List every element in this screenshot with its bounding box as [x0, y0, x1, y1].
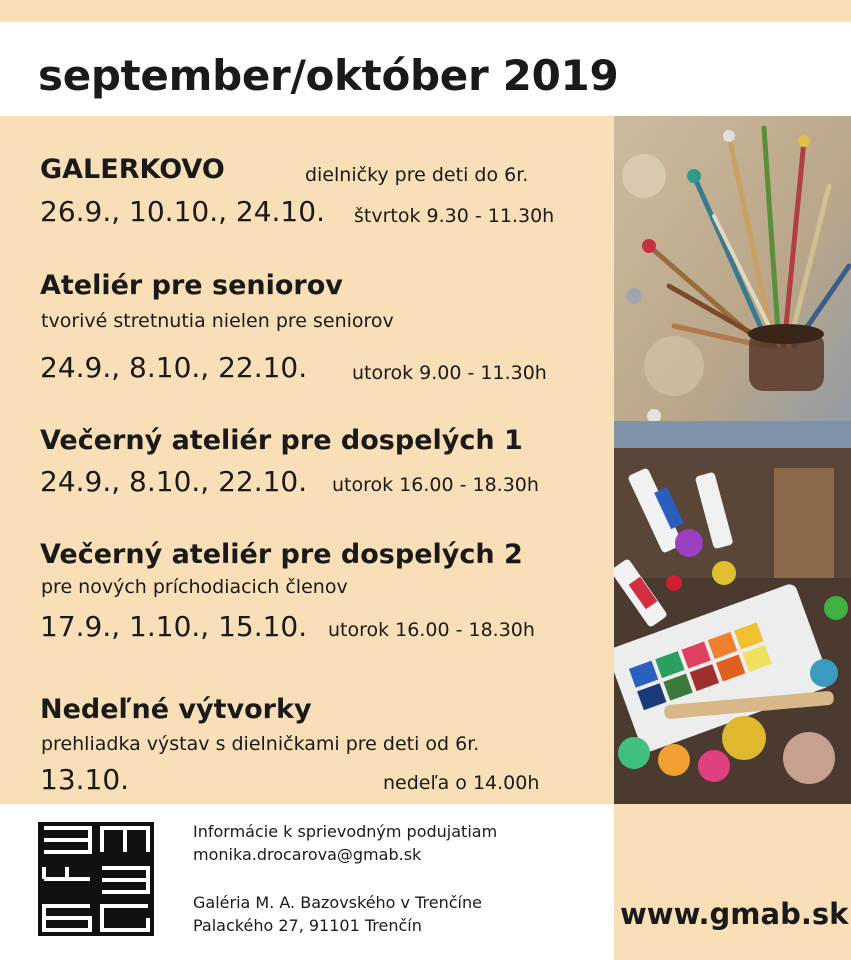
- contact-email-link[interactable]: monika.drocarova@gmab.sk: [193, 845, 422, 864]
- gmab-logo-icon: [38, 822, 154, 936]
- event-1-time: štvrtok 9.30 - 11.30h: [354, 205, 555, 227]
- event-4-time: utorok 16.00 - 18.30h: [328, 619, 535, 641]
- paintbrushes-photo: [614, 116, 851, 448]
- event-4-dates: 17.9., 1.10., 15.10.: [40, 610, 308, 643]
- event-2-subtitle: tvorivé stretnutia nielen pre seniorov: [41, 310, 394, 332]
- top-band: [0, 0, 851, 22]
- event-2-name: Ateliér pre seniorov: [40, 270, 343, 301]
- event-4-subtitle: pre nových príchodiacich členov: [41, 576, 348, 598]
- event-3-time: utorok 16.00 - 18.30h: [332, 474, 539, 496]
- event-1-name: GALERKOVO: [40, 154, 225, 185]
- event-4-name: Večerný ateliér pre dospelých 2: [40, 539, 523, 570]
- event-5-time: nedeľa o 14.00h: [383, 772, 540, 794]
- page-title: september/október 2019: [38, 51, 619, 100]
- event-2-time: utorok 9.00 - 11.30h: [352, 362, 547, 384]
- event-5-dates: 13.10.: [40, 763, 130, 796]
- event-3-dates: 24.9., 8.10., 22.10.: [40, 465, 308, 498]
- paint-palette-photo: [614, 448, 851, 804]
- website-link[interactable]: www.gmab.sk: [620, 897, 849, 931]
- event-3-name: Večerný ateliér pre dospelých 1: [40, 425, 523, 456]
- info-label: Informácie k sprievodným podujatiam: [193, 822, 498, 841]
- gallery-address: Palackého 27, 91101 Trenčín: [193, 916, 422, 935]
- event-5-subtitle: prehliadka výstav s dielničkami pre deti od 6r.: [41, 733, 480, 755]
- event-2-dates: 24.9., 8.10., 22.10.: [40, 351, 308, 384]
- event-1-dates: 26.9., 10.10., 24.10.: [40, 195, 325, 228]
- event-1-subtitle: dielničky pre deti do 6r.: [305, 164, 529, 186]
- event-5-name: Nedeľné výtvorky: [40, 694, 312, 725]
- gallery-name: Galéria M. A. Bazovského v Trenčíne: [193, 893, 482, 912]
